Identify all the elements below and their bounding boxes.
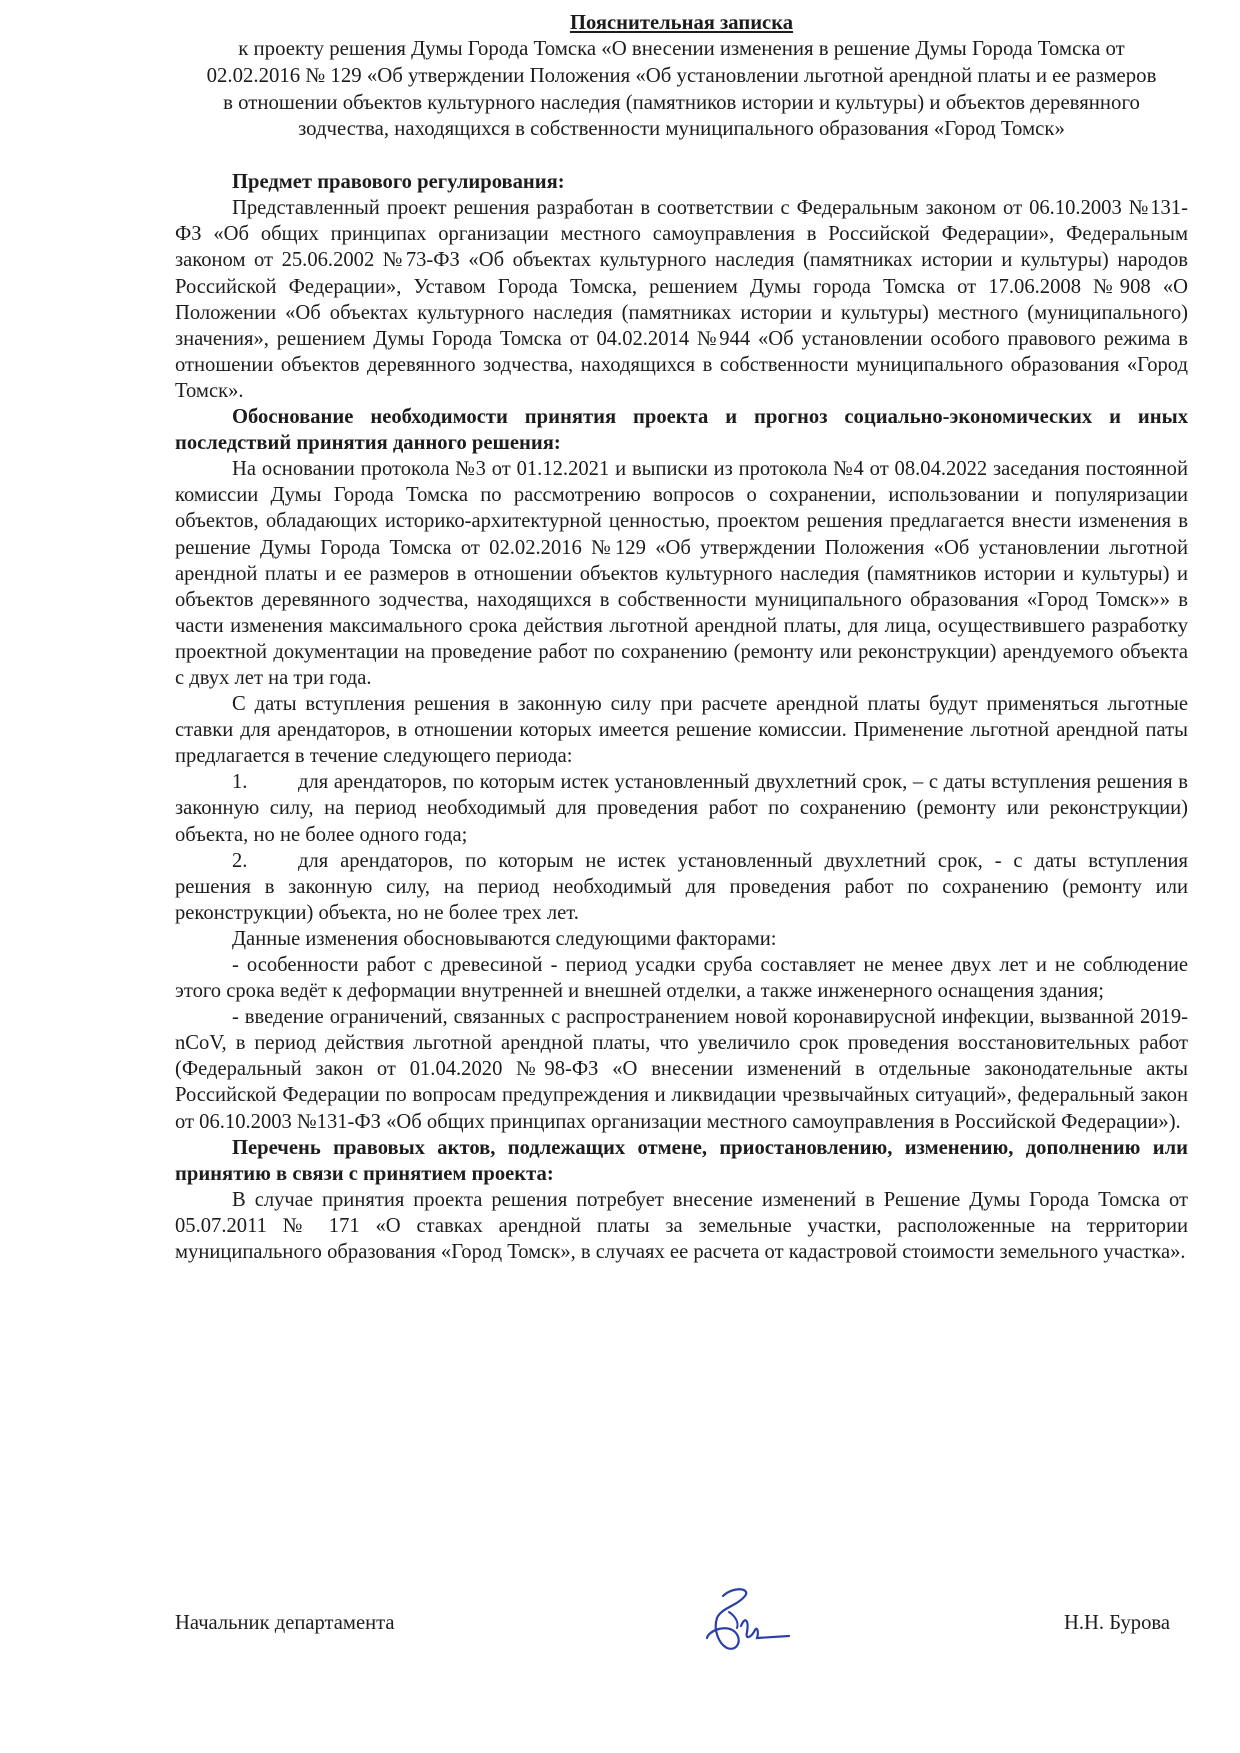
list-item	[175, 769, 1188, 847]
list-item-number: 2.	[232, 849, 248, 872]
document-title: Пояснительная записка	[569, 12, 794, 34]
document-subtitle: к проекту решения Думы Города Томска «О внесении изменения в решение Думы Города Томска от 02.02.2016 № 129 «Об утверждении Положения «Об установлении льготной арендной платы и ее размеров в отношении объектов культурного наследия (памятников истории и культуры) и объектов деревянного зодчества, находящихся в собственности муниципального образования «Город Томск»	[206, 37, 1157, 141]
section-heading-subject: Предмет правового регулирования:	[232, 171, 565, 194]
paragraph-factor-wood: - особенности работ с древесиной - период усадки сруба составляет не менее двух лет и не соблюдение этого срока ведёт к деформации внутренней и внешней отделки, а также инженерного оснащения здания;	[175, 954, 1188, 1003]
signatory-name: Н.Н. Бурова	[1064, 1612, 1170, 1634]
section-heading-legal-acts: Перечень правовых актов, подлежащих отмене, приостановлению, изменению, дополнению или принятию в связи с принятием проекта:	[175, 1136, 1188, 1185]
handwritten-signature	[685, 1582, 795, 1662]
paragraph-justification: На основании протокола №3 от 01.12.2021 и выписки из протокола №4 от 08.04.2022 заседания постоянной комиссии Думы Города Томска по рассмотрению вопросов о сохранении, использовании и популяризации объектов, обладающих историко-архитектурной ценностью, проектом решения предлагается внести изменения в решение Думы Города Томска от 02.02.2016 №129 «Об утверждении Положения «Об установлении льготной арендной платы и ее размеров в отношении объектов культурного наследия (памятников истории и культуры) и объектов деревянного зодчества, находящихся в собственности муниципального образования «Город Томск»» в части изменения максимального срока действия льготной арендной платы, для лица, осуществившего разработку проектной документации на проведение работ по сохранению (ремонту или реконструкции) арендуемого объекта с двух лет на три года.	[175, 458, 1188, 689]
paragraph-factors-intro: Данные изменения обосновываются следующими факторами:	[232, 927, 777, 950]
paragraph-legal-basis: Представленный проект решения разработан в соответствии с Федеральным законом от 06.10.2003 №131-ФЗ «Об общих принципах организации местного самоуправления в Российской Федерации», Федеральным законом от 25.06.2002 №73-ФЗ «Об объектах культурного наследия (памятниках истории и культуры) народов Российской Федерации», Уставом Города Томска, решением Думы города Томска от 17.06.2008 №908 «О Положении «Об объектах культурного наследия (памятниках истории и культуры) местного (муниципального) значения», решением Думы Города Томска от 04.02.2014 №944 «Об установлении особого правового режима в отношении объектов деревянного зодчества, находящихся в собственности муниципального образования «Город Томск».	[175, 197, 1188, 402]
list-item	[175, 848, 1188, 926]
list-item-text: для арендаторов, по которым не истек установленный двухлетний срок, - с даты вступления решения в законную силу, на период необходимый для проведения работ по сохранению (ремонту или реконструкции) объекта, но не более трех лет.	[175, 849, 1188, 924]
paragraph-effective-date: С даты вступления решения в законную силу при расчете арендной платы будут применяться льготные ставки для арендаторов, в отношении которых имеется решение комиссии. Применение льготной арендной паты предлагается в течение следующего периода:	[175, 693, 1188, 768]
paragraph-legal-acts: В случае принятия проекта решения потребует внесение изменений в Решение Думы Города Томска от 05.07.2011 № 171 «О ставках арендной платы за земельные участки, расположенные на территории муниципального образования «Город Томск», в случаях ее расчета от кадастровой стоимости земельного участка».	[175, 1188, 1188, 1264]
paragraph-factor-covid: - введение ограничений, связанных с распространением новой коронавирусной инфекции, вызванной 2019-nCoV, в период действия льготной арендной платы, что увеличило срок проведения восстановительных работ (Федеральный закон от 01.04.2020 №98-ФЗ «О внесении изменений в отдельные законодательные акты Российской Федерации по вопросам предупреждения и ликвидации чрезвычайных ситуаций», федеральный закон от 06.10.2003 №131-ФЗ «Об общих принципах организации местного самоуправления в Российской Федерации»).	[175, 1006, 1188, 1133]
list-item-number: 1.	[232, 771, 248, 794]
signature-block	[175, 1602, 1170, 1662]
signatory-position: Начальник департамента	[175, 1612, 395, 1634]
list-item-text: для арендаторов, по которым истек установленный двухлетний срок, – с даты вступления решения в законную силу, на период необходимый для проведения работ по сохранению (ремонту или реконструкции) объекта, но не более одного года;	[175, 771, 1188, 846]
section-heading-justification: Обоснование необходимости принятия проекта и прогноз социально-экономических и иных последствий принятия данного решения:	[175, 406, 1188, 455]
